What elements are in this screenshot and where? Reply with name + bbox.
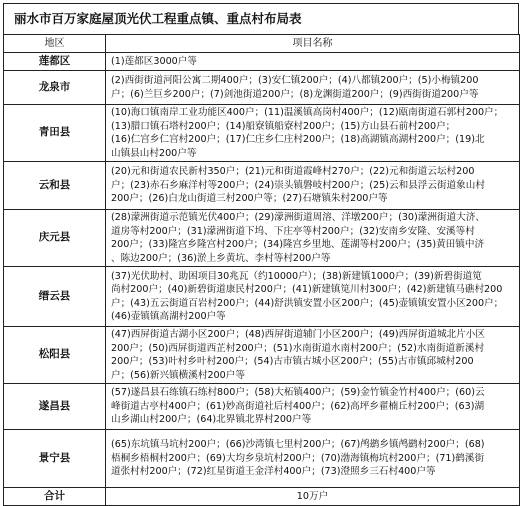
project-line: 峰街道古亭村400户；(61)妙高街道社后村400户；(62)高坪乡翟楠丘村200户；(63)湖 [111,400,485,412]
region-cell: 缙云县 [4,267,106,327]
header-region: 地区 [4,35,106,53]
project-cell [106,210,520,267]
total-row [4,488,520,506]
project-cell [106,53,520,71]
region-cell: 庆元县 [4,210,106,267]
region-cell: 龙泉市 [4,71,106,105]
project-line: 200户；(26)白龙山街道三村200户等；(27)石塘镇朱村200户等 [111,193,388,205]
total-label: 合计 [4,488,106,506]
project-line: 梧桐乡梧桐村200户；(69)大均乡泉坑村200户；(70)渤海镇梅坑村200户；(71)鹤溪街 [111,452,485,464]
project-cell [106,384,520,430]
region-cell: 青田县 [4,105,106,162]
document-title: 丽水市百万家庭屋顶光伏工程重点镇、重点村布局表 [3,3,519,35]
total-value: 10万户 [106,488,520,506]
project-line: (20)元和街道农民新村350户；(21)元和街道霞峰村270户；(22)元和街道云坛村200 [111,166,475,178]
project-cell [106,430,520,488]
table-row [4,430,520,488]
project-line: (57)遂昌县石练镇石练村800户；(58)大柘镇400户；(59)金竹镇金竹村400户；(60)云 [111,387,485,399]
project-line: (16)仁宫乡仁宫村200户；(17)仁庄乡仁庄村200户；(18)高湖镇高湖村200户；(19)北 [111,134,485,145]
project-line: (46)壶镇镇高湖村200户等 [111,311,226,322]
project-cell [106,162,520,210]
project-line: 户；(6)兰巨乡200户；(7)剑池街道200户；(8)龙渊街道200户；(9)西街街道200户等 [111,88,479,100]
project-line: 、陈边200户；(36)淤上乡黄坑、李村等村200户等 [111,252,331,264]
table-row [4,162,520,210]
project-cell [106,71,520,105]
project-cell [106,105,520,162]
project-line: (65)东坑镇马坑村200户；(66)沙湾镇七里村200户；(67)鸬鹚乡镇鸬鹚村200户；(68) [111,439,485,451]
project-line: (2)西街街道河阳公寓二期400户；(3)安仁镇200户；(4)八都镇200户；(5)小梅镇200 [111,75,479,86]
table-row [4,53,520,71]
header-project: 项目名称 [106,35,520,53]
project-line: 户；(23)赤石乡麻洋村等200户；(24)崇头镇磐岐村200户；(25)云和县浮云街道象山村 [111,179,485,191]
table-row [4,267,520,327]
project-cell [106,267,520,327]
project-line: 道张村村200户；(72)红星街道王金洋村400户；(73)澄照乡三石村400户等 [111,466,436,478]
project-line: 200户；(53)叶村乡叶村200户；(54)古市镇古城小区200户；(55)古市镇邱城村200 [111,356,474,367]
region-cell: 遂昌县 [4,384,106,430]
table-body [4,35,520,506]
region-cell: 云和县 [4,162,106,210]
table-row [4,210,520,267]
table-row [4,384,520,430]
project-line: 道房等村200户；(31)濛洲街道下坞、下庄亭等村200户；(32)安南乡安隆、安溪等村 [111,225,475,237]
project-line: (28)濛洲街道示范镇光伏400户；(29)濛洲街道周溶、洋墩200户；(30)濛洲街道大济、 [111,212,485,223]
region-cell: 莲都区 [4,53,106,71]
project-line: 户；(56)新兴镇横溪村200户等 [111,369,245,381]
project-line: (47)西屏街道古湖小区200户；(48)西屏街道辅门小区200户；(49)西屏街道城北片小区 [111,329,485,340]
project-cell [106,327,520,384]
project-line: 200户；(33)隆宫乡隆宫村200户；(34)隆宫乡里地、莲湖等村200户；(35)黄田镇中济 [111,239,485,250]
project-line: 山镇县山村200户等 [111,147,197,159]
project-line: (10)海口镇南岸工业功能区400户；(11)温溪镇高岗村400户；(12)瓯南街道石郭村200户； [111,107,504,118]
project-line: (37)光伏助村、助困项目30兆瓦（约10000户）；(38)新建镇1000户；(39)新碧街道笕 [111,270,482,282]
region-cell: 景宁县 [4,430,106,488]
layout-table [3,34,520,506]
region-cell: 松阳县 [4,327,106,384]
project-line: 尚村200户；(40)新碧街道康民村200户；(41)新建镇笕川村300户；(42)新建镇马礁村200 [111,284,503,295]
table-row [4,327,520,384]
table-row [4,105,520,162]
project-line: 山乡湖山村200户；(64)北界镇北界村200户等 [111,414,312,426]
project-line: 200户；(50)西屏街道西芷村200户；(51)水南街道水南村200户；(52)水南街道新溪村 [111,342,485,354]
project-line: (13)腊口镇石塔村200户；(14)船寮镇船寮村200户；(15)方山县石前村200户； [111,120,456,132]
project-line: 户；(43)五云街道百岩村200户；(44)舒洪镇安置小区200户；(45)壶镇镇安置小区200户； [111,297,504,309]
table-header-row [4,35,520,53]
project-line: (1)莲都区3000户等 [111,55,197,67]
table-row [4,71,520,105]
